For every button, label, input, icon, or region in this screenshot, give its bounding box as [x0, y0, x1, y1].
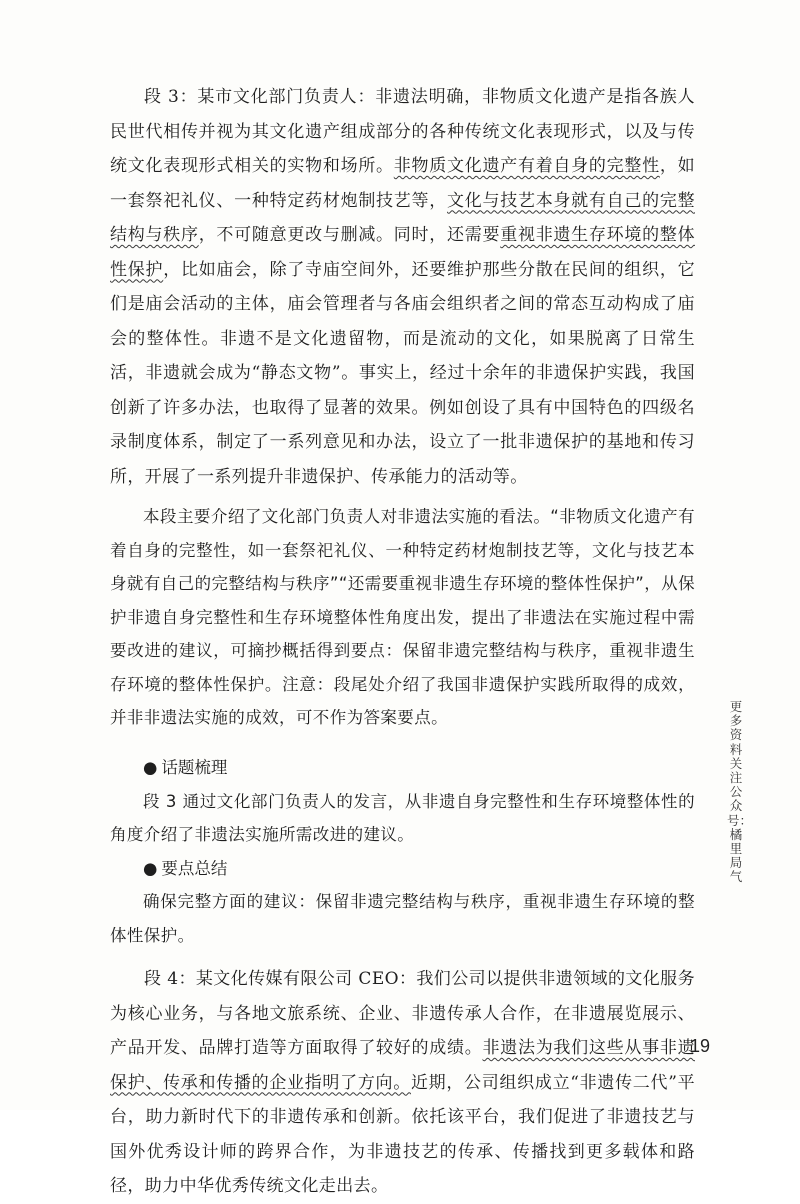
paragraph-4: [110, 962, 695, 1204]
bullet-icon: ●: [143, 858, 158, 878]
summary-text: 确保完整方面的建议：保留非遗完整结构与秩序，重视非遗生存环境的整体性保护。: [110, 892, 695, 945]
paragraph-4-text: 段 4：某文化传媒有限公司 CEO：我们公司以提供非遗领域的文化服务为核心业务，与各地文旅系统、企业、非遗传承人合作，在非遗展览展示、产品开发、品牌打造等方面取得了较好的成绩。: [110, 969, 695, 1058]
paragraph-4-text-2: 近期，公司组织成立“非遗传二代”平台，助力新时代下的非遗传承和创新。依托该平台，我们促进了非遗技艺与国外优秀设计师的跨界合作，为非遗技艺的传承、传播找到更多载体和路径，助力中华优秀传统文化走出去。: [110, 1072, 695, 1196]
page-content: [110, 80, 695, 1204]
topic-text: 段 3 通过文化部门负责人的发言，从非遗自身完整性和生存环境整体性的角度介绍了非遗法实施所需改进的建议。: [110, 791, 695, 844]
paragraph-3-text: 段 3：某市文化部门负责人：非遗法明确，非物质文化遗产是指各族人民世代相传并视为其文化遗产组成部分的各种传统文化表现形式，以及与传统文化表现形式相关的实物和场所。: [110, 87, 695, 176]
paragraph-3-underline-1: 非物质文化遗产有着自身的完整性: [393, 156, 660, 176]
paragraph-3-text-2: ，如一套祭祀礼仪、一种特定药材炮制技艺等，: [110, 156, 695, 211]
topic-heading-text: 话题梳理: [161, 758, 228, 777]
paragraph-3-underline-2: 文化与技艺本身就有自己的完整结构与秩序: [110, 190, 695, 245]
analysis-paragraph: 本段主要介绍了文化部门负责人对非遗法实施的看法。“非物质文化遗产有着自身的完整性，如一套祭祀礼仪、一种特定药材炮制技艺等，文化与技艺本身就有自己的完整结构与秩序”“还需要重视非遗生存环境的整体性保护”，从保护非遗自身完整性和生存环境整体性角度出发，提出了非遗法在实施过程中需要改进的建议，可摘抄概括得到要点：保留非遗完整结构与秩序，重视非遗生存环境的整体性保护。注意：段尾处介绍了我国非遗保护实践所取得的成效，并非非遗法实施的成效，可不作为答案要点。: [110, 507, 695, 727]
paragraph-3-underline-3: 重视非遗生存环境的整体性保护: [110, 225, 695, 280]
summary-heading: [110, 852, 695, 886]
paragraph-3-text-4: ，比如庙会，除了寺庙空间外，还要维护那些分散在民间的组织，它们是庙会活动的主体，庙会管理者与各庙会组织者之间的常态互动构成了庙会的整体性。非遗不是文化遗留物，而是流动的文化，如果脱离了日常生活，非遗就会成为“静态文物”。事实上，经过十余年的非遗保护实践，我国创新了许多办法，也取得了显著的效果。例如创设了具有中国特色的四级名录制度体系，制定了一系列意见和办法，设立了一批非遗保护的基地和传习所，开展了一系列提升非遗保护、传承能力的活动等。: [110, 259, 696, 487]
paragraph-3-text-3: ，不可随意更改与删减。同时，还需要: [198, 225, 501, 245]
paragraph-4-underline: 非遗法为我们这些从事非遗保护、传承和传播的企业指明了方向。: [110, 1038, 695, 1093]
page-number: 19: [690, 1036, 711, 1056]
topic-heading: [110, 751, 695, 785]
bullet-icon: ●: [143, 758, 158, 777]
side-note-watermark: 更多资料关注公众号：橘里局气: [727, 699, 753, 885]
summary-heading-text: 要点总结: [161, 858, 228, 878]
paragraph-3: [110, 80, 695, 494]
